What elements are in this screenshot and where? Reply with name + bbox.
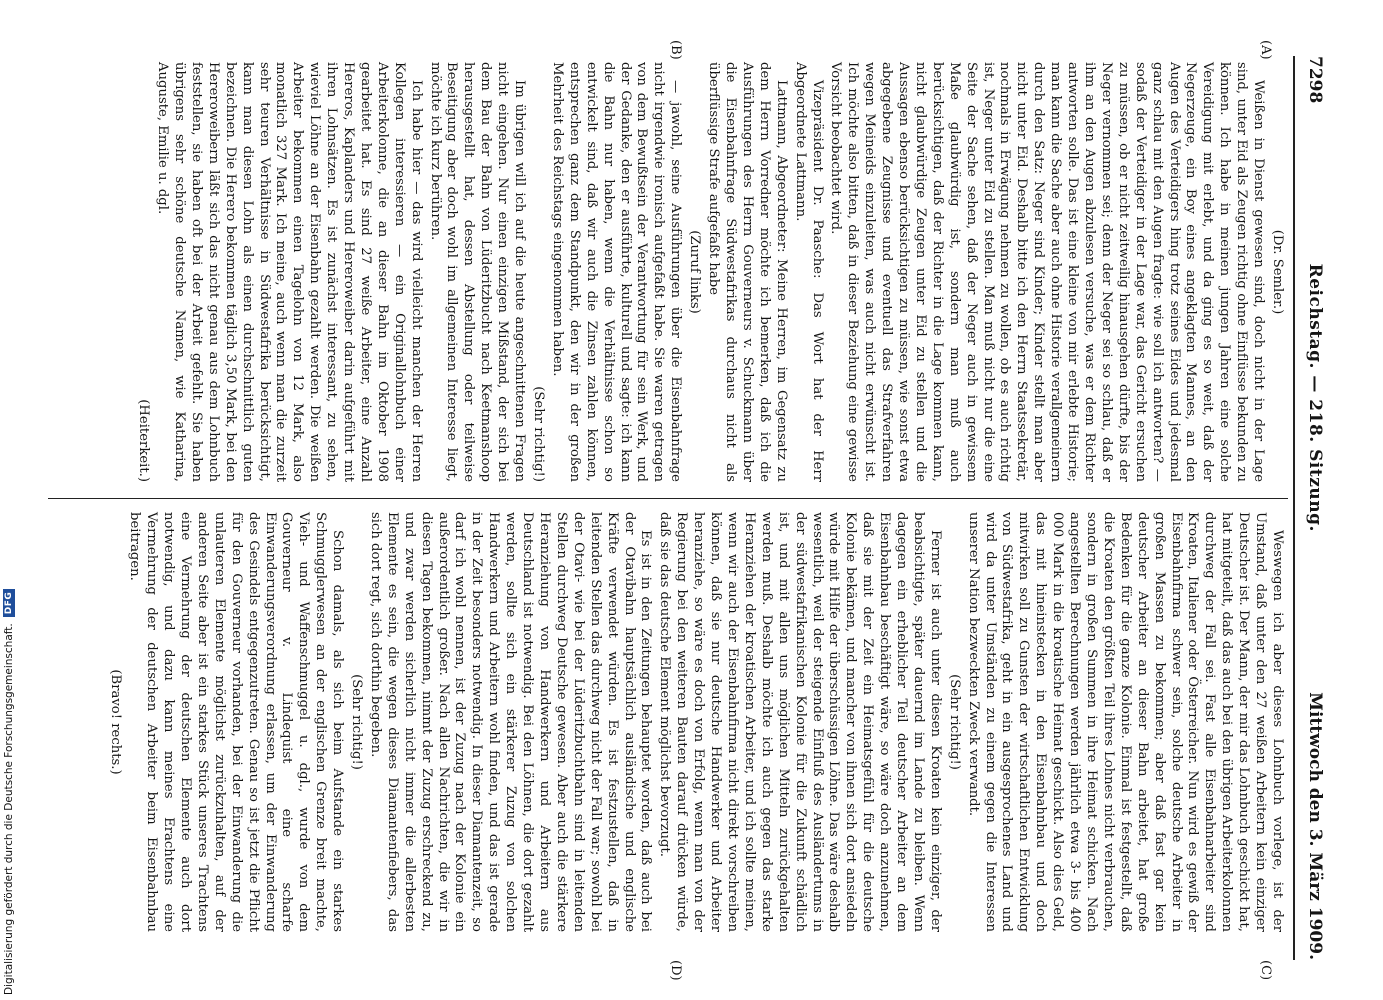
dfg-logo: DFG xyxy=(3,589,15,618)
paragraph: Weißen in Dienst gewesen sind, doch nicht in der Lage sind, unter Eid als Zeugen richtig ohne Einflüsse bekunden zu können. Ich habe in meinen jungen Jahren eine solche Vereidigung mit erlebt, und da ging es so weit, daß der Negerzeuge, ein Boy eines angeklagten Mannes, an den Augen des Verteidigers hing trotz seines Eides und jedesmal ganz schlau mit den Augen fragte: wie soll ich antworten? — sodaß der Verteidiger in der Lage war, das Gericht ersuchen zu müssen, ob er nicht zeitweilig hinausgehen dürfte, bis der Neger vernommen sei; denn der Neger sei so schlau, daß er ihm an den Augen abzulesen versuche, was er dem Richter antworten solle. Das ist eine kleine von mir erlebte Historie; man kann die Sache aber auch ohne Historie verallgemeinern durch den Satz: Neger sind Kinder; Kinder stellt man aber nicht unter Eid. Deshalb bitte ich den Herrn Staatssekretär, nochmals in Erwägung nehmen zu wollen, ob es auch richtig ist, Neger unter Eid zu stellen. Man muß nicht nur die eine Seite der Sache sehen, daß der Neger auch in gewissem Maße glaubwürdig ist, sondern man muß auch berücksichtigen, daß der Richter in die Lage kommen kann, nicht glaubwürdige Zeugen unter Eid zu stellen und die Aussagen ebenso berücksichtigen zu müssen, wie sonst etwa abgegebene Zeugnisse und eventuell das Strafverfahren wegen Meineids einzuleiten, was auch nicht erwünscht ist. Ich möchte also bitten, daß in dieser Beziehung eine gewisse Vorsicht beobachtet wird. xyxy=(828,62,1267,482)
margin-mark-d: (D) xyxy=(668,960,683,981)
credit-text: Digitalisierung gefördert durch die Deutsche Forschungsgemeinschaft. xyxy=(3,623,15,995)
paragraph: — jawohl, seine Ausführungen über die Eisenbahnfrage nicht irgendwie ironisch aufgefaßt habe. Sie waren getragen von dem Bewußtsein der Verantwortung für sein Werk, und der Gedanke, den er ausführte, kulturell und sagte: ich kann die Bahn nur haben, wenn die Verhältnisse schon so entwickelt sind, daß wir auch die Zinsen zahlen können, entsprechen ganz dem Standpunkt, den wir in der großen Mehrheit des Reichstags eingenommen haben. xyxy=(549,62,684,482)
page-header xyxy=(1295,56,1335,960)
interjection: (Sehr richtig!) xyxy=(946,674,962,770)
paragraph: Weswegen ich aber dieses Lohnbuch vorlege, ist der Umstand, daß unter den 27 weißen Arbeitern kein einziger Deutscher ist. Der Mann, der mir das Lohnbuch geschickt hat, hat mitgeteilt, daß das auch bei den übrigen Arbeiterkolonnen durchweg der Fall sei. Fast alle Eisenbahnarbeiter sind Kroaten, Italiener oder Österreicher. Nun wird es gewiß der Eisenbahnfirma schwer sein, solche deutsche Arbeiter in großen Massen zu bekommen; aber daß fast gar kein deutscher Arbeiter an dieser Bahn arbeitet, hat große Bedenken für die ganze Kolonie. Einmal ist festgestellt, daß die Kroaten den größten Teil ihres Lohnes nicht verbrauchen, sondern in großen Summen in ihre Heimat schicken. Nach angestellten Berechnungen werden jährlich etwa 3- bis 400 000 Mark in die kroatische Heimat geschickt. Also dies Geld, das mit hineinstecken in den Eisenbahnbau und doch mitwirken soll zu Gunsten der wirtschaftlichen Entwicklung von Südwestafrika, geht in ein ausgesprochenes Land und wird da unter Umständen zu einem gegen die Interessen unserer Nation bezweckten Zweck verwandt. xyxy=(965,512,1285,932)
page-number: 7298 xyxy=(1305,56,1325,104)
interjection: (Bravo! rechts.) xyxy=(108,669,124,775)
paragraph: Ich habe hier — das wird vielleicht manchen der Herren Kollegen interessieren — ein Originallohnbuch einer Arbeiterkolonne, die an dieser Bahn im Oktober 1908 gearbeitet hat. Es sind 27 weiße Arbeiter, eine Anzahl Hereros, Kaplanders und Hereroweiber darin aufgeführt mit ihren Lohnsätzen. Es ist zunächst interessant, zu sehen, wieviel Löhne an der Eisenbahn gezahlt werden. Die weißen Arbeiter bekommen einen Tagelohn von 12 Mark, also monatlich 327 Mark. Ich meine, auch wenn man die zurzeit sehr teuren Verhältnisse in Südwestafrika berücksichtigt, kann man diesen Lohn als einen durchschnittlich guten bezeichnen. Die Herero bekommen täglich 3,50 Mark, bei den Hereroweibern läßt sich das nicht genau aus dem Lohnbuch feststellen, sie haben oft bei der Arbeit gefehlt. Sie haben übrigens sehr schöne deutsche Namen, wie Katharina, Auguste, Emilie u. dgl. xyxy=(155,62,424,482)
interjection: (Sehr richtig!) xyxy=(349,674,365,770)
paragraph-lattmann: Lattmann, Abgeordneter: Meine Herren, im Gegensatz zu dem Herrn Vorredner möchte ich bemerken, daß ich die Ausführungen des Herrn Gouverneurs v. Schuckmann über die Eisenbahnfrage Südwestafrikas durchaus nicht als überflüssige Strafe aufgefaßt habe xyxy=(706,62,789,482)
interjection: (Zuruf links) xyxy=(687,230,703,314)
paragraph: Ferner ist auch unter diesen Kroaten kein einziger, der beabsichtigte, später dauernd im Lande zu bleiben. Wenn dagegen ein erheblicher Teil deutscher Arbeiter an dem Eisenbahnbau beschäftigt wäre, so wäre doch anzunehmen, daß sie mit der Zeit ein Heimatsgefühl für die deutsche Kolonie bekämen, und mancher von ihnen sich dort ansiedeln würde mit Hilfe der überschüssigen Löhne. Das wäre deshalb wesentlich, weil der steigende Einfluß des Ausländertums in der südwestafrikanischen Kolonie für die Zukunft schädlich ist, und mit allen uns möglichen Mitteln zurückgehalten werden muß. Deshalb möchte ich auch gegen das starke Heranziehen der kroatischen Arbeiter, und ich sollte meinen, wenn wir auch der Eisenbahnfirma nicht direkt vorschreiben können, daß sie nur deutsche Handwerker und Arbeiter heranziehe, so wäre es doch von Erfolg, wenn man von der Regierung bei den weiteren Bauten darauf drücken würde, daß sie das deutsche Element möglichst bevorzugt. xyxy=(657,512,943,932)
paragraph: Im übrigen will ich auf die heute angeschnittenen Fragen nicht eingehen. Nur einen einzigen Mißstand, der sich bei dem Bau der Bahn von Lüderitzbucht nach Keetmanshoop herausgestellt hat, dessen Abstellung oder teilweise Beseitigung aber doch wohl im allgemeinen Interesse liegt, möchte ich kurz berühren. xyxy=(427,62,528,482)
margin-mark-a: (A) xyxy=(1258,40,1273,60)
header-rule xyxy=(1293,56,1295,960)
paragraph-chair: Vizepräsident Dr. Paasche: Das Wort hat der Herr Abgeordnete Lattmann. xyxy=(792,62,825,482)
paragraph: Es ist in den Zeitungen behauptet worden, daß auch bei der Otavibahn hauptsächlich ausländische und englische Kräfte verwendet würden. Es ist festzustellen, daß in leitenden Stellen das durchweg nicht der Fall war; sowohl bei der Otavi- wie bei der Lüderitzbuchtbahn sind in leitenden Stellen durchweg Deutsche gewesen. Aber auch die stärkere Heranziehung von Handwerkern und Arbeitern aus Deutschland ist notwendig. Bei den Löhnen, die dort gezahlt werden, sollte sich ein stärkerer Zuzug von solchen Handwerkern und Arbeitern wohl finden, und das ist gerade in der Zeit besonders notwendig. In dieser Diamantenzeit, so darf ich wohl nennen, ist der Zuzug nach der Kolonie ein außerordentlich großer. Nach allen Nachrichten, die wir in diesen Tagen bekommen, nimmt der Zuzug erschreckend zu, und zwar werden sicherlich nicht immer die allerbesten Elemente es sein, die wegen dieses Diamantenfiebers, das sich dort regt, sich dorthin begeben. xyxy=(367,512,654,932)
interjection: (Sehr richtig!) xyxy=(531,386,547,482)
speaker-reference: (Dr. Semler.) xyxy=(1270,229,1285,315)
digitization-credit xyxy=(2,0,16,995)
interjection: (Heiterkeit.) xyxy=(136,399,152,482)
left-column xyxy=(132,62,1285,482)
page-running-title: Reichstag. — 218. Sitzung. xyxy=(1305,263,1325,532)
margin-mark-c: (C) xyxy=(1258,960,1273,981)
page-date: Mittwoch den 3. März 1909. xyxy=(1305,692,1325,960)
right-column xyxy=(104,512,1285,932)
column-divider xyxy=(48,498,1288,499)
margin-mark-b: (B) xyxy=(668,40,683,60)
paragraph: Schon damals, als sich beim Aufstande ein starkes Schmugglerwesen an der englischen Grenze breit machte, Vieh- und Waffenschmuggel u. dgl., wurde von dem Gouverneur v. Lindequist eine scharfe Einwanderungsverordnung erlassen, um der Einwanderung des Gesindels entgegenzutreten. Genau so ist jetzt die Pflicht für den Gouverneur vorhanden, bei der Einwanderung die unlauteren Elemente möglichst zurückzuhalten, auf der anderen Seite aber ist ein starkes Stück unseres Trachtens eine Vermehrung der deutschen Elemente auch dort notwendig, und dazu kann meines Erachtens eine Vermehrung der deutschen Arbeiter beim Eisenbahnbau beitragen. xyxy=(127,512,346,932)
